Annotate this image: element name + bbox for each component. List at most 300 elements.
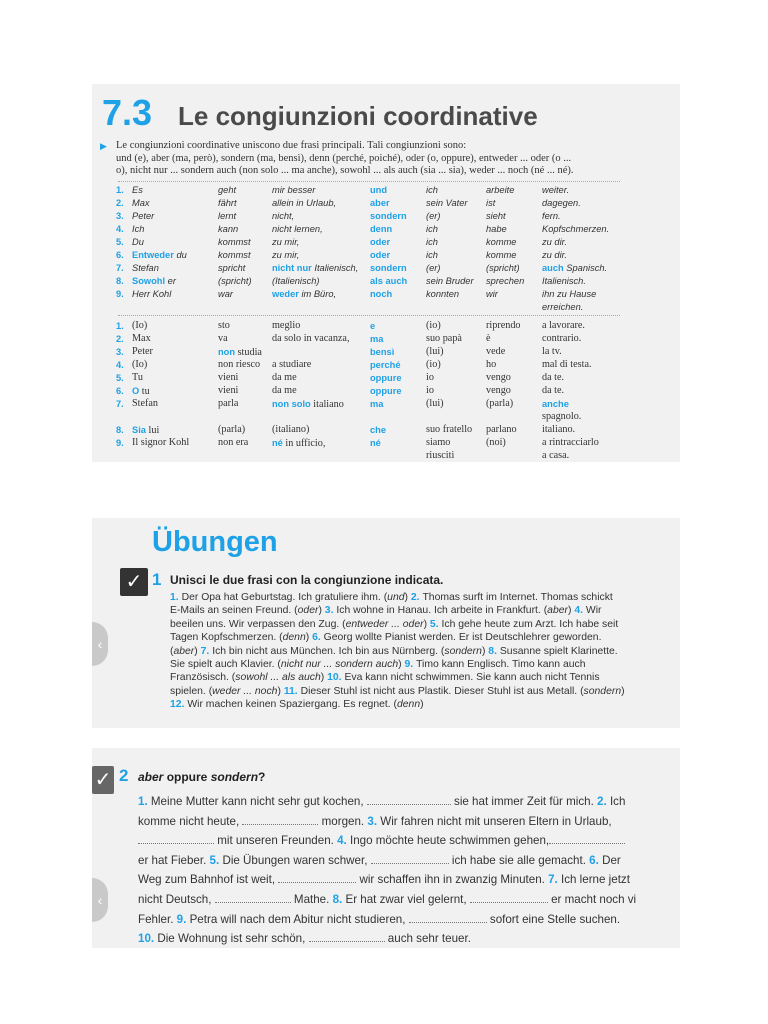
cell-c: [272, 359, 370, 372]
item-text: Der: [598, 853, 621, 867]
italian-examples-table: [116, 320, 614, 463]
item-text: Die Übungen waren schwer,: [219, 853, 371, 867]
table-row: [116, 450, 614, 463]
conjunction-hint: sowohl ... als auch: [235, 672, 321, 684]
cell-empty: [272, 411, 370, 424]
cell-f: [486, 398, 542, 411]
conjunction-hint: sondern: [583, 685, 622, 697]
cell-g: spagnolo.: [542, 411, 582, 422]
cell-a: [132, 346, 218, 359]
exercise-2-text: [138, 792, 678, 949]
cell-b: [218, 210, 272, 223]
item-text: ): [398, 659, 405, 671]
conjunction-hint: oder: [297, 605, 319, 617]
table-row: [116, 223, 614, 236]
conjunction: denn: [370, 224, 393, 234]
table-row: [116, 385, 614, 398]
cell-text: fährt: [218, 198, 237, 208]
exercise-line: [170, 658, 670, 671]
cell-g: [542, 320, 614, 333]
cell-b: [218, 398, 272, 411]
conjunction-hint: sondern: [444, 645, 482, 657]
conjunction-hint: denn: [397, 699, 421, 711]
cell-text: (spricht): [218, 276, 252, 286]
cell-c: [272, 210, 370, 223]
cell-text: (parla): [486, 398, 514, 409]
blank-field[interactable]: [242, 815, 318, 825]
item-text: Dieser Stuhl ist nicht aus Plastik. Dieser Stuhl ist aus Metall. (: [300, 685, 584, 697]
table-row: [116, 398, 614, 411]
table-row: [116, 346, 614, 359]
exercise-1-heading: Unisci le due frasi con la congiunzione indicata.: [170, 573, 444, 587]
cell-text: dagegen.: [542, 198, 581, 208]
blank-field[interactable]: [470, 893, 548, 903]
cell-text: parla: [218, 398, 239, 409]
highlighted-conjunction: né: [272, 438, 283, 448]
blank-field[interactable]: [367, 795, 451, 805]
cell-text: (io): [426, 320, 441, 331]
cell-c: [272, 372, 370, 385]
cell-text: (er): [426, 211, 441, 221]
item-text: beeilen uns. Wir verpassen den Zug. (: [170, 618, 346, 630]
item-text: Er hat zwar viel gelernt,: [342, 892, 470, 906]
item-text: ): [621, 685, 625, 697]
cell-text: ich: [426, 185, 438, 195]
cell-text: zu dir.: [542, 250, 567, 260]
highlighted-conjunction: O: [132, 386, 140, 396]
cell-text: io: [426, 372, 434, 383]
cell-text: (noi): [486, 437, 506, 448]
cell-b: [218, 385, 272, 398]
cell-e: [426, 346, 486, 359]
cell-text: Du: [132, 237, 144, 247]
divider: [118, 315, 620, 316]
item-text: ): [194, 645, 201, 657]
cell-text: ich: [426, 250, 438, 260]
cell-text: Es: [132, 185, 143, 195]
table-row: [116, 275, 614, 288]
row-number: 7.: [116, 399, 124, 409]
blank-field[interactable]: [215, 893, 291, 903]
cell-e: [426, 184, 486, 197]
check-icon[interactable]: ✓: [120, 568, 148, 596]
item-text: ): [481, 645, 489, 657]
cell-text: Ich: [132, 224, 145, 234]
cell-e: [426, 236, 486, 249]
cell-text: komme: [486, 250, 517, 260]
cell-c: [272, 398, 370, 411]
cell-empty: [370, 411, 426, 424]
cell-e: [426, 424, 486, 437]
cell-a: [132, 372, 218, 385]
conjunction: che: [370, 425, 387, 435]
cell-text: Max: [132, 198, 150, 208]
cell-b: [218, 197, 272, 210]
cell-text: Il signor Kohl: [132, 437, 190, 448]
item-number: 1.: [138, 795, 148, 808]
cell-empty: [370, 450, 426, 463]
cell-b: [218, 437, 272, 450]
exercise-line: [170, 698, 670, 711]
cell-text: Italienisch,: [311, 263, 359, 273]
cell-text: va: [218, 333, 228, 344]
exercise-line: [138, 890, 678, 910]
item-text: er macht noch vi: [547, 892, 637, 906]
cell-text: sein Bruder: [426, 276, 474, 286]
cell-text: non era: [218, 437, 249, 448]
conjunction-hint: aber: [173, 645, 195, 657]
cell-text: (lui): [426, 346, 444, 357]
item-text: Ich gehe heute zum Arzt. Ich habe seit: [441, 618, 619, 630]
cell-text: studia: [235, 347, 262, 358]
conjunction-hint: und: [387, 592, 405, 603]
cell-text: ihn zu Hause: [542, 289, 597, 299]
cell-f: [486, 346, 542, 359]
item-text: Timo kann Englisch. Timo kann auch: [416, 659, 586, 671]
blank-field[interactable]: [138, 834, 214, 844]
cell-g: [542, 262, 614, 275]
conjunction: e: [370, 321, 376, 331]
cell-a: [132, 223, 218, 236]
cell-g: [542, 385, 614, 398]
cell-e: [426, 223, 486, 236]
exercise-line: [170, 671, 670, 684]
cell-text: vengo: [486, 385, 511, 396]
conjunction: als auch: [370, 276, 408, 286]
exercise-line: [138, 910, 678, 930]
cell-text: kommst: [218, 250, 251, 260]
cell-text: spricht: [218, 263, 246, 273]
cell-text: lernt: [218, 211, 237, 221]
cell-text: da me: [272, 385, 297, 396]
item-number: 5.: [209, 853, 220, 867]
cell-g: a casa.: [542, 450, 570, 461]
item-number: 12.: [170, 699, 188, 711]
conjunction: oppure: [370, 373, 402, 383]
cell-b: [218, 359, 272, 372]
cell-c: [272, 424, 370, 437]
row-number: 1.: [116, 321, 124, 331]
cell-text: mal di testa.: [542, 359, 592, 370]
item-text: wir schaffen ihn in zwanzig Minuten.: [356, 873, 549, 887]
exercise-line: [138, 831, 678, 851]
blank-field[interactable]: [371, 854, 449, 864]
table-row: [116, 197, 614, 210]
cell-f: [486, 372, 542, 385]
cell-text: ho: [486, 359, 497, 370]
cell-c: [272, 236, 370, 249]
cell-f: [486, 333, 542, 346]
cell-text: allein in Urlaub,: [272, 198, 337, 208]
item-number: 2.: [410, 592, 423, 603]
conjunction: bensì: [370, 347, 395, 357]
cell-c: [272, 437, 370, 450]
item-number: 9.: [176, 912, 187, 926]
cell-e: [426, 372, 486, 385]
blank-field[interactable]: [409, 913, 487, 923]
item-number: 6.: [589, 853, 599, 867]
cell-b: [218, 288, 272, 301]
cell-text: mir besser: [272, 185, 316, 195]
cell-text: meglio: [272, 320, 301, 331]
item-text: ): [420, 699, 424, 711]
row-number: 8.: [116, 425, 124, 435]
cell-e: [426, 437, 486, 450]
cell-g: [542, 184, 614, 197]
cell-text: io: [426, 385, 434, 396]
row-number: 3.: [116, 347, 124, 357]
cell-empty: [486, 450, 542, 463]
item-number: 6.: [312, 632, 324, 644]
item-number: 3.: [367, 814, 378, 828]
cell-f: [486, 385, 542, 398]
exercise-line: [170, 591, 670, 604]
cell-text: suo papà: [426, 333, 462, 344]
cell-e: [426, 320, 486, 333]
item-text: Wir machen keinen Spaziergang. Es regnet. (: [187, 699, 397, 711]
cell-text: Peter: [132, 346, 153, 357]
cell-a: [132, 288, 218, 301]
cell-text: riprendo: [486, 320, 521, 331]
exercise-1-text: [170, 591, 670, 712]
item-text: E-Mails an seinen Freund. (: [170, 605, 298, 617]
blank-field[interactable]: [278, 873, 356, 883]
item-text: Sie spielt auch Klavier. (: [170, 659, 281, 671]
conjunction: und: [370, 185, 388, 195]
cell-e: [426, 359, 486, 372]
blank-field[interactable]: [549, 834, 625, 844]
conjunction: aber: [370, 198, 390, 208]
cell-e: [426, 262, 486, 275]
conjunction: ma: [370, 399, 384, 409]
cell-f: [486, 210, 542, 223]
cell-g: [542, 398, 614, 411]
exercise-line: [170, 685, 670, 698]
cell-f: [486, 437, 542, 450]
item-text: Weg zum Bahnhof ist weit,: [138, 873, 279, 887]
cell-f: [486, 223, 542, 236]
cell-empty: [272, 450, 370, 463]
cell-a: [132, 184, 218, 197]
cell-e: [426, 197, 486, 210]
item-number: 3.: [324, 605, 337, 617]
cell-text: non riesco: [218, 359, 261, 370]
item-number: 11.: [283, 685, 301, 697]
cell-text: siamo: [426, 437, 451, 448]
cell-text: (Italienisch): [272, 276, 320, 286]
cell-e: [426, 249, 486, 262]
item-text: Georg wollte Pianist werden. Er ist Deutschlehrer geworden.: [323, 632, 602, 644]
cell-text: vieni: [218, 385, 239, 396]
cell-text: ist: [486, 198, 496, 208]
bullet-arrow-icon: ▶: [100, 141, 107, 151]
table-row: [116, 288, 614, 301]
cell-text: kann: [218, 224, 239, 234]
table-row: [116, 249, 614, 262]
item-number: 2.: [597, 795, 607, 808]
cell-a: [132, 398, 218, 411]
item-text: ): [320, 672, 328, 684]
cell-c: [272, 320, 370, 333]
cell-a: [132, 262, 218, 275]
item-text: sie hat immer Zeit für mich.: [450, 795, 598, 808]
highlighted-conjunction: weder: [272, 289, 299, 299]
cell-e: [426, 288, 486, 301]
row-number: 9.: [116, 289, 124, 299]
item-text: sofort eine Stelle suchen.: [486, 912, 621, 926]
cell-c: [272, 288, 370, 301]
table-row: [116, 437, 614, 450]
cell-a: [132, 320, 218, 333]
item-number: 4.: [337, 834, 347, 848]
cell-text: da te.: [542, 385, 565, 396]
cell-text: sto: [218, 320, 230, 331]
item-text: nicht Deutsch,: [138, 892, 215, 906]
cell-b: [218, 249, 272, 262]
cell-empty: [116, 450, 132, 463]
cell-text: italiano: [310, 399, 344, 410]
item-text: ich habe sie alle gemacht.: [448, 853, 590, 867]
conjunction: né: [370, 438, 381, 448]
cell-text: Tu: [132, 372, 143, 383]
item-text: Eva kann nicht schwimmen. Sie kann auch nicht Tennis: [344, 672, 600, 684]
cell-text: (spricht): [486, 263, 520, 273]
intro-text: Le congiunzioni coordinative uniscono due frasi principali. Tali congiunzioni sono: und (e), aber (ma, però), sondern (ma, bensì), denn (perché, poiché), oder (o, oppure), entweder ... oder (o ... o), nicht nur ... sondern auch (non solo ... ma anche), sowohl ... als auch (sia ... sia), weder ... noch (né ... né).: [116, 140, 574, 176]
german-examples-table: [116, 184, 614, 314]
cell-c: [272, 184, 370, 197]
item-text: mit unseren Freunden.: [214, 834, 338, 848]
row-number: 1.: [116, 185, 124, 195]
cell-a: [132, 385, 218, 398]
item-text: komme nicht heute,: [138, 814, 243, 828]
cell-b: [218, 184, 272, 197]
cell-f: [486, 236, 542, 249]
cell-f: [486, 184, 542, 197]
chevron-left-icon[interactable]: ‹: [92, 878, 108, 922]
cell-empty: [116, 301, 132, 314]
cell-text: contrario.: [542, 333, 582, 344]
item-text: Petra will nach dem Abitur nicht studieren,: [186, 912, 409, 926]
table-row: [116, 210, 614, 223]
cell-e: [426, 210, 486, 223]
item-text: ): [277, 685, 284, 697]
item-number: 7.: [548, 873, 558, 887]
conjunction: ma: [370, 334, 384, 344]
cell-g: [542, 346, 614, 359]
item-text: Ingo möchte heute schwimmen gehen,: [346, 834, 550, 848]
cell-f: [486, 262, 542, 275]
cell-empty: [272, 301, 370, 314]
cell-text: sieht: [486, 211, 506, 221]
conjunction: perché: [370, 360, 401, 370]
row-number: 3.: [116, 211, 124, 221]
cell-empty: [132, 411, 218, 424]
cell-c: [272, 275, 370, 288]
chevron-left-icon[interactable]: ‹: [92, 622, 108, 666]
cell-g: [542, 197, 614, 210]
table-row: [116, 262, 614, 275]
item-number: 5.: [429, 618, 442, 630]
conjunction: sondern: [370, 263, 407, 273]
section-number: 7.3: [102, 92, 153, 133]
item-text: spielen. (: [170, 685, 213, 697]
cell-g: [542, 210, 614, 223]
exercise-line: [138, 870, 678, 890]
cell-text: sprechen: [486, 276, 525, 286]
cell-text: italiano.: [542, 424, 576, 435]
conjunction: oder: [370, 250, 391, 260]
conjunction: noch: [370, 289, 393, 299]
item-text: morgen.: [318, 814, 368, 828]
exercise-line: [170, 604, 670, 617]
item-number: 10.: [327, 672, 345, 684]
cell-c: [272, 333, 370, 346]
cell-text: zu mir,: [272, 237, 300, 247]
table-row: [116, 301, 614, 314]
cell-text: a lavorare.: [542, 320, 585, 331]
cell-text: Spanisch.: [563, 263, 608, 273]
cell-text: in ufficio,: [282, 438, 326, 449]
conjunction-hint: entweder ... oder: [345, 618, 424, 630]
cell-g: [542, 288, 614, 301]
item-text: Ich: [606, 795, 626, 808]
cell-c: [272, 197, 370, 210]
highlighted-conjunction: non solo: [272, 399, 311, 409]
conjunction: sondern: [370, 211, 407, 221]
item-text: Susanne spielt Klarinette.: [499, 645, 618, 657]
row-number: 2.: [116, 198, 124, 208]
table-row: [116, 411, 614, 424]
blank-field[interactable]: [309, 932, 385, 942]
item-text: Ich lerne jetzt: [557, 873, 630, 887]
check-icon[interactable]: ✓: [92, 766, 114, 794]
cell-text: vede: [486, 346, 506, 357]
cell-text: (Io): [132, 359, 148, 370]
item-text: ): [318, 605, 325, 617]
table-row: [116, 372, 614, 385]
conjunction-hint: aber: [547, 605, 568, 617]
cell-b: [218, 333, 272, 346]
cell-text: (italiano): [272, 424, 310, 435]
exercises-title: Übungen: [152, 526, 278, 558]
cell-text: a rintracciarlo: [542, 437, 599, 448]
cell-g: [542, 236, 614, 249]
cell-f: [486, 197, 542, 210]
row-number: 8.: [116, 276, 124, 286]
item-text: ): [423, 618, 430, 630]
divider: [118, 181, 620, 182]
row-number: 4.: [116, 360, 124, 370]
cell-g: [542, 333, 614, 346]
item-number: 4.: [574, 605, 586, 617]
row-number: 5.: [116, 237, 124, 247]
exercise-1-number: 1: [152, 570, 162, 589]
cell-text: nicht,: [272, 211, 295, 221]
section-title: Le congiunzioni coordinative: [178, 101, 538, 131]
cell-e: [426, 385, 486, 398]
cell-g: [542, 249, 614, 262]
exercise-line: [138, 929, 678, 949]
highlighted-conjunction: non: [218, 347, 236, 357]
cell-c: [272, 223, 370, 236]
table-row: [116, 424, 614, 437]
cell-f: [486, 249, 542, 262]
item-text: Meine Mutter kann nicht sehr gut kochen,: [147, 795, 367, 808]
item-text: Wir fahren nicht mit unseren Eltern in Urlaub,: [377, 814, 612, 828]
exercise-line: [138, 792, 678, 812]
cell-text: im Büro,: [298, 289, 337, 299]
item-text: Thomas surft im Internet. Thomas schickt: [422, 592, 613, 603]
